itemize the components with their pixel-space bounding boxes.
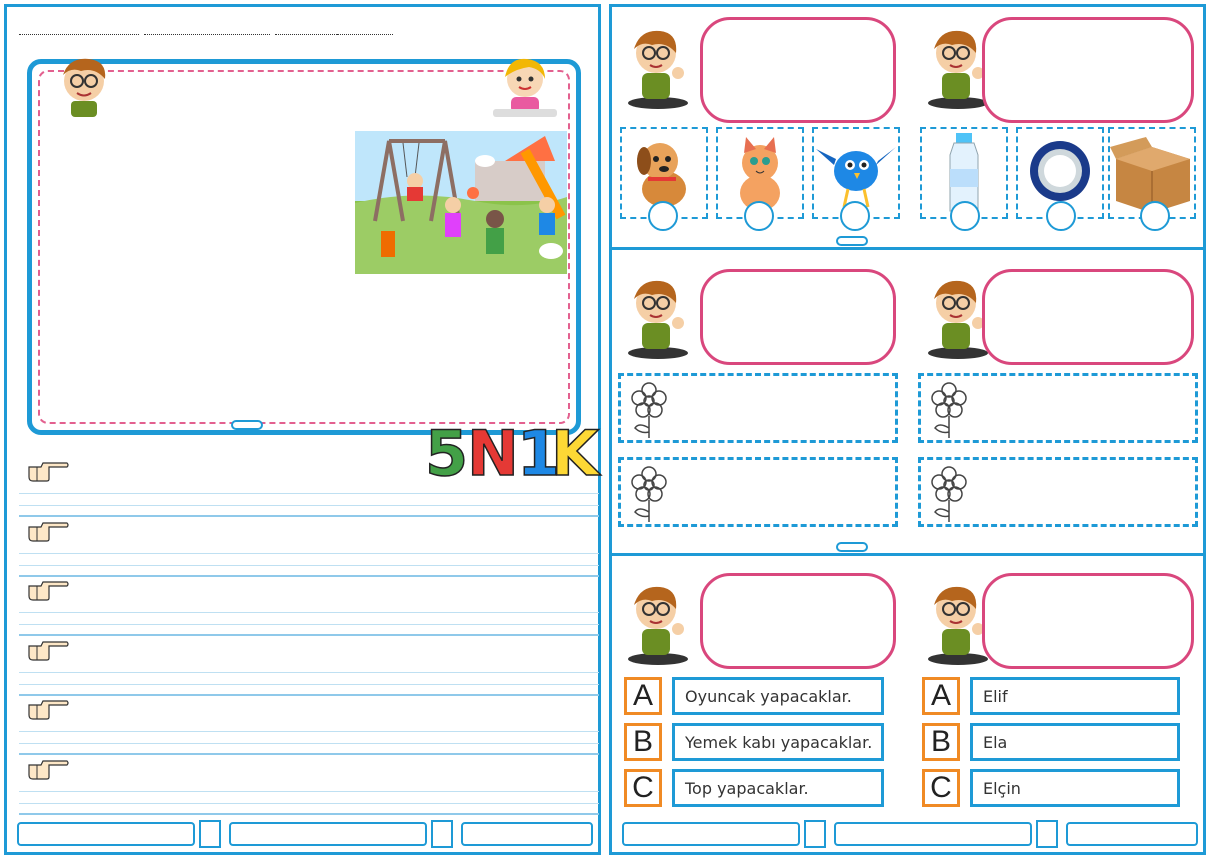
girl-character-icon bbox=[485, 53, 565, 119]
boy-character-icon bbox=[51, 53, 117, 119]
sentence-option[interactable] bbox=[918, 373, 1198, 443]
question-bubble-true-sentences bbox=[700, 269, 896, 365]
website-label bbox=[836, 236, 868, 246]
footer-title bbox=[834, 822, 1032, 846]
website-label bbox=[231, 420, 263, 430]
park-illustration-icon bbox=[355, 131, 567, 274]
name-field[interactable] bbox=[19, 23, 139, 35]
answer-line[interactable] bbox=[19, 575, 599, 576]
option-text[interactable]: Ela bbox=[970, 723, 1180, 761]
surname-field[interactable] bbox=[144, 23, 270, 35]
option-text[interactable]: Elif bbox=[970, 677, 1180, 715]
u-logo-icon bbox=[804, 820, 826, 848]
answer-line[interactable] bbox=[19, 515, 599, 516]
sentence-option[interactable] bbox=[618, 457, 898, 527]
footer-url[interactable] bbox=[17, 822, 195, 846]
footer-right bbox=[622, 818, 1198, 848]
class-field[interactable] bbox=[275, 23, 337, 35]
sentence-option[interactable] bbox=[618, 373, 898, 443]
question-bubble-bottles bbox=[700, 573, 896, 669]
svg-text:N: N bbox=[467, 417, 519, 490]
pointing-hand-icon bbox=[27, 580, 69, 602]
answer-circle[interactable] bbox=[1046, 201, 1076, 231]
option-letter[interactable]: A bbox=[624, 677, 662, 715]
boy-character-icon bbox=[616, 579, 700, 665]
question-row bbox=[19, 757, 599, 815]
flower-icon bbox=[627, 382, 671, 438]
section-divider bbox=[612, 247, 1203, 250]
boy-character-icon bbox=[616, 23, 700, 109]
question-row bbox=[19, 638, 599, 696]
number-field[interactable] bbox=[337, 23, 393, 35]
answer-line[interactable] bbox=[19, 753, 599, 754]
question-row bbox=[19, 519, 599, 577]
svg-text:K: K bbox=[551, 417, 600, 490]
svg-text:5: 5 bbox=[425, 417, 469, 490]
student-info-header bbox=[19, 21, 588, 39]
pointing-hand-icon bbox=[27, 461, 69, 483]
answer-circle[interactable] bbox=[950, 201, 980, 231]
option-letter[interactable]: A bbox=[922, 677, 960, 715]
u-logo-icon bbox=[1036, 820, 1058, 848]
footer-title bbox=[229, 822, 427, 846]
question-bubble-friend bbox=[982, 573, 1194, 669]
question-bubble-animals bbox=[700, 17, 896, 123]
boy-character-icon bbox=[616, 273, 700, 359]
svg-text:1: 1 bbox=[517, 417, 561, 490]
option-text[interactable]: Oyuncak yapacaklar. bbox=[672, 677, 884, 715]
option-letter[interactable]: B bbox=[922, 723, 960, 761]
pointing-hand-icon bbox=[27, 640, 69, 662]
u-logo-icon bbox=[431, 820, 453, 848]
u-logo-icon bbox=[199, 820, 221, 848]
answer-circle[interactable] bbox=[840, 201, 870, 231]
flower-icon bbox=[927, 382, 971, 438]
footer-left bbox=[17, 818, 593, 848]
right-worksheet bbox=[609, 4, 1206, 855]
footer-brand bbox=[1066, 822, 1198, 846]
story-text-block bbox=[45, 131, 567, 274]
left-worksheet bbox=[4, 4, 601, 855]
option-letter[interactable]: C bbox=[922, 769, 960, 807]
answer-line[interactable] bbox=[19, 813, 599, 814]
flower-icon bbox=[927, 466, 971, 522]
pointing-hand-icon bbox=[27, 521, 69, 543]
answer-line[interactable] bbox=[19, 634, 599, 635]
pointing-hand-icon bbox=[27, 759, 69, 781]
answer-circle[interactable] bbox=[1140, 201, 1170, 231]
question-bubble-true-sentences bbox=[982, 269, 1194, 365]
footer-url[interactable] bbox=[622, 822, 800, 846]
question-bubble-items bbox=[982, 17, 1194, 123]
story-paragraph bbox=[45, 136, 81, 152]
option-text[interactable]: Elçin bbox=[970, 769, 1180, 807]
flower-icon bbox=[627, 466, 671, 522]
pointing-hand-icon bbox=[27, 699, 69, 721]
footer-brand bbox=[461, 822, 593, 846]
question-row bbox=[19, 459, 599, 517]
option-text[interactable]: Yemek kabı yapacaklar. bbox=[672, 723, 884, 761]
answer-circle[interactable] bbox=[648, 201, 678, 231]
answer-circle[interactable] bbox=[744, 201, 774, 231]
question-row bbox=[19, 697, 599, 755]
section-divider bbox=[612, 553, 1203, 556]
option-letter[interactable]: C bbox=[624, 769, 662, 807]
option-letter[interactable]: B bbox=[624, 723, 662, 761]
website-label bbox=[836, 542, 868, 552]
sentence-option[interactable] bbox=[918, 457, 1198, 527]
question-row bbox=[19, 578, 599, 636]
answer-line[interactable] bbox=[19, 694, 599, 695]
option-text[interactable]: Top yapacaklar. bbox=[672, 769, 884, 807]
